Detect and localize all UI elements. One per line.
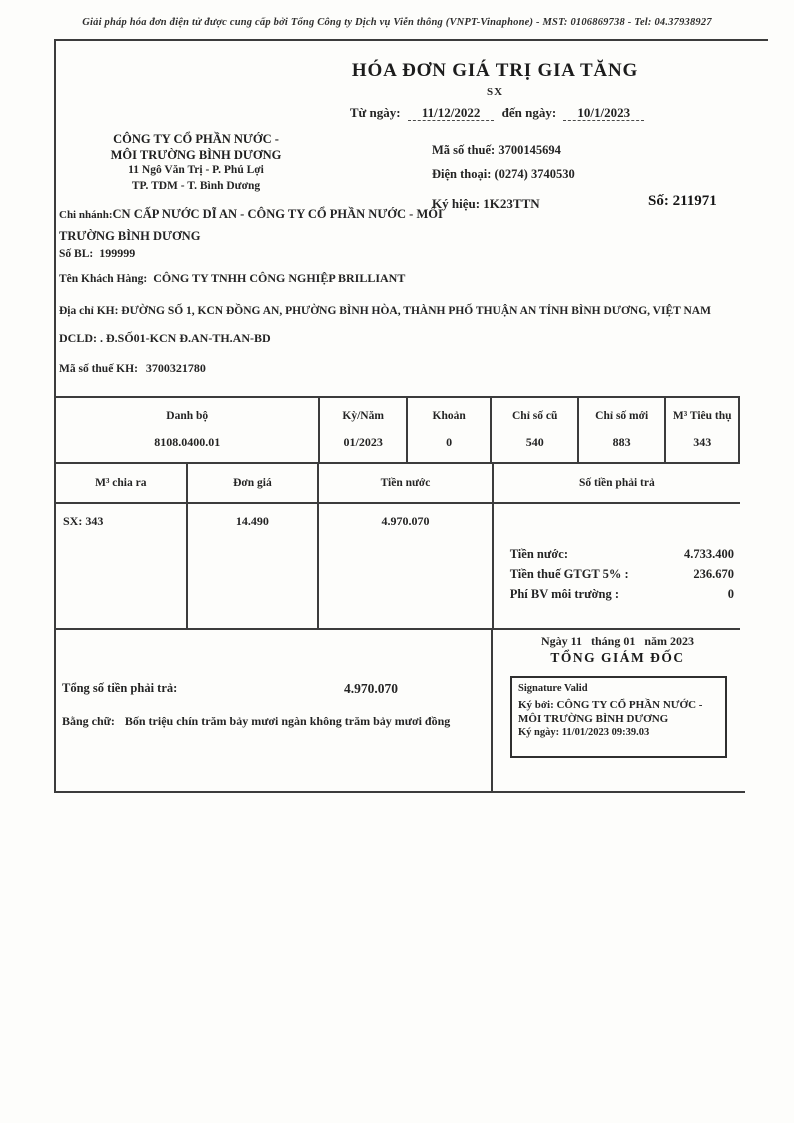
seller-name-line2: MÔI TRƯỜNG BÌNH DƯƠNG xyxy=(110,147,282,162)
m3-split-cell: SX: 343 xyxy=(56,504,188,628)
total-amount-value: 4.970.070 xyxy=(344,681,398,696)
bl-value: 199999 xyxy=(99,246,136,260)
unit-price-cell: 14.490 xyxy=(188,504,320,628)
meter-reading-table xyxy=(54,396,740,464)
invoice-number: Số: 211971 xyxy=(648,193,717,209)
customer-name-value: CÔNG TY TNHH CÔNG NGHIỆP BRILLIANT xyxy=(153,271,406,285)
amount-summary-cell xyxy=(494,504,740,628)
billing-body-row xyxy=(56,504,740,628)
customer-name-line xyxy=(59,271,405,286)
seller-block xyxy=(68,132,324,194)
from-date-value: 11/12/2022 xyxy=(408,105,495,121)
amount-words-label: Bằng chữ: xyxy=(62,714,115,728)
sign-date-block xyxy=(495,634,740,666)
invoice-title-block xyxy=(250,60,740,121)
branch-label: Chi nhánh: xyxy=(59,209,113,221)
cell-value: 01/2023 xyxy=(343,434,383,449)
amount-in-words-line xyxy=(62,714,512,729)
meter-col-kynam xyxy=(320,398,407,462)
cell-value: 343 xyxy=(693,434,712,449)
invoice-serial: Ký hiệu: 1K23TTN xyxy=(432,196,540,211)
column-header: Danh bộ xyxy=(166,410,209,423)
sign-date-line: Ngày 11 tháng 01 năm 2023 xyxy=(540,634,695,648)
cell-value: 8108.0400.01 xyxy=(154,434,221,449)
customer-name-label: Tên Khách Hàng: xyxy=(59,273,148,285)
provider-header-line: Giải pháp hóa đơn điện tử được cung cấp bởi Tổng Công ty Dịch vụ Viễn thông (VNPT-Vinaphone) - MST: 0106869738 - Tel: 04.37938927 xyxy=(82,17,712,28)
seller-phone: Điện thoại: (0274) 3740530 xyxy=(432,167,575,181)
from-date-label: Từ ngày: xyxy=(349,105,401,120)
total-amount-line xyxy=(62,681,398,697)
invoice-title: HÓA ĐƠN GIÁ TRỊ GIA TĂNG xyxy=(351,60,639,81)
meter-col-new-index xyxy=(579,398,666,462)
column-header: Khoản xyxy=(432,410,466,423)
seller-name-line1: CÔNG TY CỔ PHẦN NƯỚC - xyxy=(113,132,279,146)
footer-vertical-divider xyxy=(491,630,493,793)
total-amount-label: Tổng số tiền phải trả: xyxy=(62,681,178,695)
column-header: Chỉ số mới xyxy=(595,410,649,423)
customer-dcld-line: DCLD: . Đ.SỐ01-KCN Đ.AN-TH.AN-BD xyxy=(59,331,271,345)
customer-tax-line xyxy=(59,361,206,376)
column-header: Số tiền phải trả xyxy=(579,477,655,489)
meter-col-consumption xyxy=(666,398,738,462)
summary-row-vat xyxy=(510,564,734,584)
summary-label: Tiền nước: xyxy=(509,547,568,561)
cell-value: 883 xyxy=(612,434,631,449)
column-header: M³ Tiêu thụ xyxy=(672,410,732,423)
column-header: Tiền nước xyxy=(319,464,493,502)
meter-col-danhbo xyxy=(56,398,320,462)
summary-row-water xyxy=(510,544,734,564)
director-title: TỔNG GIÁM ĐỐC xyxy=(550,650,685,665)
summary-label: Phí BV môi trường : xyxy=(509,587,620,601)
signature-signed-by: Ký bởi: CÔNG TY CỔ PHẦN NƯỚC - MÔI TRƯỜNG BÌNH DƯƠNG xyxy=(518,699,703,725)
billing-table xyxy=(54,464,740,630)
bl-number-line xyxy=(59,246,135,261)
invoice-period xyxy=(250,105,740,121)
to-date-value: 10/1/2023 xyxy=(563,105,644,121)
customer-tax-label: Mã số thuế KH: xyxy=(59,363,138,375)
digital-signature-box xyxy=(510,676,727,758)
signature-signed-date: Ký ngày: 11/01/2023 09:39.03 xyxy=(518,727,650,738)
customer-address-line xyxy=(59,305,759,317)
seller-contact-block xyxy=(432,143,575,182)
cell-value: 0 xyxy=(446,434,453,449)
customer-address-label: Địa chỉ KH: xyxy=(59,305,119,317)
summary-row-env-fee xyxy=(510,584,734,604)
billing-header-row xyxy=(56,464,740,504)
branch-value: CN CẤP NƯỚC DĨ AN - CÔNG TY CỔ PHẦN NƯỚC - MÔI TRƯỜNG BÌNH DƯƠNG xyxy=(59,207,443,243)
seller-address-line1: 11 Ngô Văn Trị - P. Phú Lợi xyxy=(128,164,264,176)
meter-col-old-index xyxy=(492,398,579,462)
signature-valid-text: Signature Valid xyxy=(518,683,588,694)
bl-label: Số BL: xyxy=(59,248,94,260)
cell-value: 540 xyxy=(525,434,544,449)
meter-col-khoan xyxy=(408,398,493,462)
summary-value: 4.733.400 xyxy=(684,547,734,561)
invoice-subtitle: SX xyxy=(486,86,504,98)
column-header: Kỳ/Năm xyxy=(342,410,384,423)
summary-label: Tiền thuế GTGT 5% : xyxy=(509,567,629,581)
column-header: M³ chia ra xyxy=(56,464,188,502)
amount-words-value: Bốn triệu chín trăm bảy mươi ngàn không trăm bảy mươi đồng xyxy=(124,714,451,728)
summary-value: 236.670 xyxy=(693,567,734,581)
summary-value: 0 xyxy=(727,587,734,601)
branch-line xyxy=(59,204,467,247)
to-date-label: đến ngày: xyxy=(501,105,557,120)
seller-tax-code: Mã số thuế: 3700145694 xyxy=(432,143,561,157)
customer-address-value: ĐƯỜNG SỐ 1, KCN ĐỒNG AN, PHƯỜNG BÌNH HÒA, THÀNH PHỐ THUẬN AN TỈNH BÌNH DƯƠNG, VIỆT NAM xyxy=(121,305,711,317)
water-amount-cell: 4.970.070 xyxy=(319,504,493,628)
seller-address-line2: TP. TDM - T. Bình Dương xyxy=(131,179,261,192)
column-header: Đơn giá xyxy=(188,464,320,502)
column-header: Chỉ số cũ xyxy=(512,410,558,423)
customer-tax-value: 3700321780 xyxy=(145,361,206,375)
